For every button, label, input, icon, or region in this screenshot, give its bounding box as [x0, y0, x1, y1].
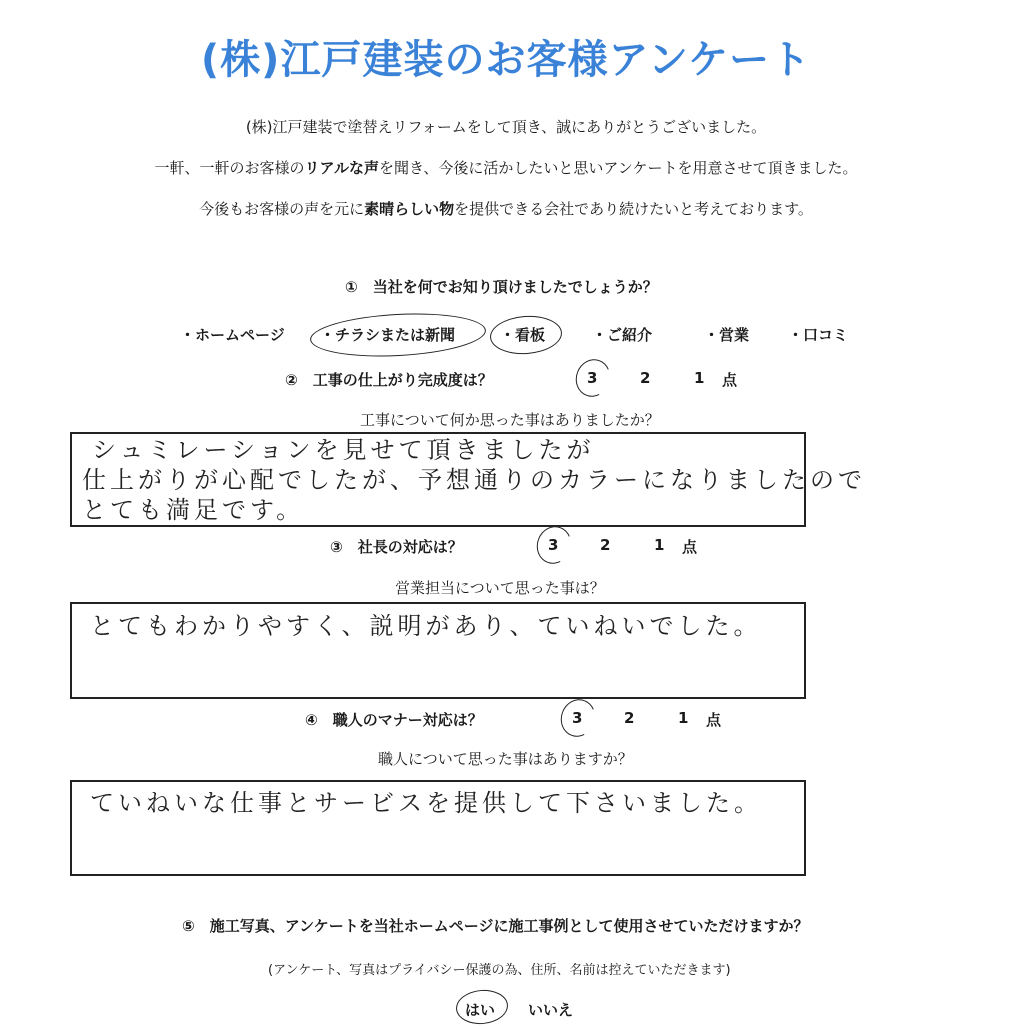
q1-option-signboard[interactable]: ・看板: [500, 326, 546, 344]
q4-score-1[interactable]: 1: [678, 709, 689, 727]
intro-line-3-bold: 素晴らしい物: [364, 200, 455, 218]
q3-score-unit: 点: [682, 538, 698, 556]
q2-answer-line-2: 仕上がりが心配でしたが、予想通りのカラーになりましたので: [82, 466, 866, 494]
q2-score-unit: 点: [722, 371, 738, 389]
q2-score-2[interactable]: 2: [640, 369, 651, 387]
q3-sub-question: 営業担当について思った事は？: [395, 579, 605, 597]
survey-title: (株)江戸建装のお客様アンケート: [200, 37, 812, 83]
q1-option-word-of-mouth[interactable]: ・口コミ: [788, 326, 849, 344]
q4-score-2[interactable]: 2: [624, 709, 635, 727]
q5-no-option[interactable]: いいえ: [528, 1001, 574, 1019]
intro-line-3: [0, 198, 1012, 219]
q1-option-sales[interactable]: ・営業: [704, 326, 750, 344]
q2-answer-line-1: シュミレーションを見せて頂きましたが: [92, 436, 595, 464]
q2-sub-question: 工事について何か思った事はありましたか？: [360, 411, 660, 429]
q1-option-flyer[interactable]: ・チラシまたは新聞: [320, 326, 456, 344]
q4-answer-line-1: ていねいな仕事とサービスを提供して下さいました。: [90, 789, 762, 817]
q3-question: ③ 社長の対応は？: [330, 538, 463, 556]
q1-signboard-selection-mark: [489, 314, 563, 357]
intro-line-1-text: (株)江戸建装で塗替えリフォームをして頂き、誠にありがとうございました。: [245, 118, 767, 136]
q5-question: ⑤ 施工写真、アンケートを当社ホームページに施工事例として使用させていただけますか？: [182, 917, 809, 935]
intro-line-3-post: を提供できる会社であり続けたいと考えております。: [454, 200, 813, 218]
q1-option-referral[interactable]: ・ご紹介: [592, 326, 653, 344]
intro-line-2-post: を聞き、今後に活かしたいと思いアンケートを用意させて頂きました。: [378, 159, 858, 177]
q1-flyer-selection-mark: [309, 309, 487, 360]
q4-score-3[interactable]: 3: [572, 709, 583, 727]
intro-line-3-pre: 今後もお客様の声を元に: [199, 200, 365, 218]
q1-question: ① 当社を何でお知り頂けましたでしょうか？: [345, 278, 658, 296]
q1-option-homepage[interactable]: ・ホームページ: [180, 326, 285, 344]
q5-yes-option[interactable]: はい: [465, 1001, 496, 1019]
intro-line-2-pre: 一軒、一軒のお客様の: [154, 159, 305, 177]
q2-score-1[interactable]: 1: [694, 369, 705, 387]
intro-line-1: [0, 116, 1012, 137]
q4-sub-question: 職人について思った事はありますか？: [378, 750, 633, 768]
q3-answer-line-1: とてもわかりやすく、説明があり、ていねいでした。: [90, 612, 762, 640]
q4-question: ④ 職人のマナー対応は？: [305, 711, 483, 729]
q4-score-unit: 点: [706, 711, 722, 729]
intro-line-2-bold: リアルな声: [304, 159, 379, 177]
q3-selection-mark: [532, 521, 577, 568]
q4-selection-mark: [556, 694, 601, 741]
q3-score-3[interactable]: 3: [548, 536, 559, 554]
intro-line-2: [0, 157, 1012, 178]
q2-question: ② 工事の仕上がり完成度は？: [285, 371, 493, 389]
q2-selection-mark: [571, 354, 616, 401]
q3-score-1[interactable]: 1: [654, 536, 665, 554]
q2-answer-line-3: とても満足です。: [82, 496, 305, 524]
q2-score-3[interactable]: 3: [587, 369, 598, 387]
q3-score-2[interactable]: 2: [600, 536, 611, 554]
q5-selection-mark: [455, 988, 510, 1026]
q5-note: (アンケート、写真はプライバシー保護の為、住所、名前は控えていただきます): [268, 963, 731, 978]
